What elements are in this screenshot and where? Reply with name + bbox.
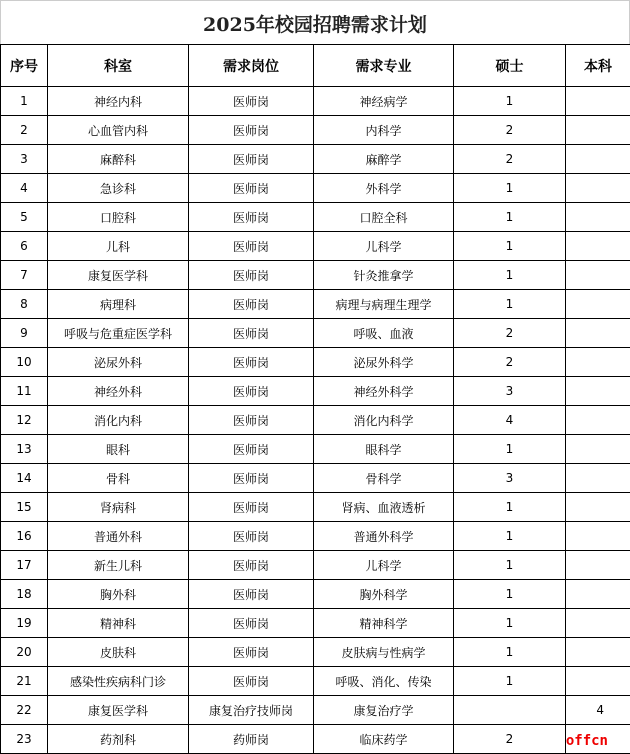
cell-index: 15 <box>1 493 48 522</box>
cell-position: 医师岗 <box>189 87 314 116</box>
cell-position: 医师岗 <box>189 145 314 174</box>
table-row <box>1 232 630 261</box>
page-title: 2025年校园招聘需求计划 <box>0 0 630 45</box>
cell-major: 骨科学 <box>314 464 454 493</box>
cell-master: 1 <box>454 609 566 638</box>
cell-major: 呼吸、消化、传染 <box>314 667 454 696</box>
cell-position: 医师岗 <box>189 290 314 319</box>
cell-major: 消化内科学 <box>314 406 454 435</box>
cell-major: 神经病学 <box>314 87 454 116</box>
cell-position: 医师岗 <box>189 435 314 464</box>
cell-bachelor <box>566 261 630 290</box>
table-row <box>1 551 630 580</box>
cell-index: 19 <box>1 609 48 638</box>
cell-index: 9 <box>1 319 48 348</box>
table-row <box>1 261 630 290</box>
cell-master: 4 <box>454 406 566 435</box>
cell-major: 泌尿外科学 <box>314 348 454 377</box>
cell-index: 17 <box>1 551 48 580</box>
cell-major: 病理与病理生理学 <box>314 290 454 319</box>
cell-major: 针灸推拿学 <box>314 261 454 290</box>
cell-bachelor <box>566 522 630 551</box>
header-bachelor: 本科 <box>566 45 630 87</box>
cell-master: 3 <box>454 377 566 406</box>
cell-bachelor <box>566 638 630 667</box>
cell-position: 医师岗 <box>189 609 314 638</box>
cell-position: 医师岗 <box>189 406 314 435</box>
cell-index: 13 <box>1 435 48 464</box>
cell-major: 胸外科学 <box>314 580 454 609</box>
cell-position: 医师岗 <box>189 522 314 551</box>
cell-bachelor <box>566 319 630 348</box>
cell-bachelor <box>566 87 630 116</box>
cell-master: 1 <box>454 667 566 696</box>
cell-position: 医师岗 <box>189 464 314 493</box>
cell-index: 14 <box>1 464 48 493</box>
cell-index: 23 <box>1 725 48 754</box>
cell-master: 2 <box>454 116 566 145</box>
cell-index: 12 <box>1 406 48 435</box>
cell-index: 1 <box>1 87 48 116</box>
table-row <box>1 319 630 348</box>
cell-position: 医师岗 <box>189 174 314 203</box>
cell-master: 1 <box>454 87 566 116</box>
cell-bachelor <box>566 464 630 493</box>
table-row <box>1 87 630 116</box>
header-index: 序号 <box>1 45 48 87</box>
table-row <box>1 638 630 667</box>
recruitment-table <box>0 44 630 754</box>
table-row <box>1 290 630 319</box>
cell-department: 普通外科 <box>48 522 189 551</box>
cell-index: 21 <box>1 667 48 696</box>
cell-department: 急诊科 <box>48 174 189 203</box>
cell-department: 神经内科 <box>48 87 189 116</box>
cell-department: 儿科 <box>48 232 189 261</box>
cell-index: 3 <box>1 145 48 174</box>
cell-master: 1 <box>454 261 566 290</box>
cell-department: 康复医学科 <box>48 261 189 290</box>
cell-index: 16 <box>1 522 48 551</box>
header-master: 硕士 <box>454 45 566 87</box>
table-row <box>1 464 630 493</box>
cell-department: 新生儿科 <box>48 551 189 580</box>
cell-bachelor <box>566 232 630 261</box>
cell-bachelor <box>566 580 630 609</box>
cell-department: 感染性疾病科门诊 <box>48 667 189 696</box>
cell-major: 普通外科学 <box>314 522 454 551</box>
cell-master: 1 <box>454 435 566 464</box>
table-row <box>1 580 630 609</box>
cell-department: 消化内科 <box>48 406 189 435</box>
cell-master: 2 <box>454 145 566 174</box>
cell-position: 医师岗 <box>189 580 314 609</box>
cell-master: 1 <box>454 290 566 319</box>
cell-master: 2 <box>454 725 566 754</box>
cell-bachelor <box>566 406 630 435</box>
cell-major: 精神科学 <box>314 609 454 638</box>
cell-master: 2 <box>454 348 566 377</box>
cell-position: 医师岗 <box>189 203 314 232</box>
cell-department: 神经外科 <box>48 377 189 406</box>
table-row <box>1 203 630 232</box>
cell-position: 医师岗 <box>189 116 314 145</box>
cell-department: 精神科 <box>48 609 189 638</box>
header-department: 科室 <box>48 45 189 87</box>
cell-master: 2 <box>454 319 566 348</box>
cell-major: 康复治疗学 <box>314 696 454 725</box>
cell-major: 口腔全科 <box>314 203 454 232</box>
watermark: offcn <box>566 733 608 749</box>
cell-bachelor <box>566 348 630 377</box>
cell-major: 儿科学 <box>314 551 454 580</box>
table-row <box>1 609 630 638</box>
table-row <box>1 145 630 174</box>
cell-bachelor <box>566 290 630 319</box>
table-row <box>1 493 630 522</box>
cell-department: 呼吸与危重症医学科 <box>48 319 189 348</box>
header-position: 需求岗位 <box>189 45 314 87</box>
cell-major: 临床药学 <box>314 725 454 754</box>
cell-master: 1 <box>454 638 566 667</box>
cell-position: 医师岗 <box>189 493 314 522</box>
cell-department: 眼科 <box>48 435 189 464</box>
table-row <box>1 174 630 203</box>
cell-master: 1 <box>454 493 566 522</box>
header-row <box>1 45 630 87</box>
cell-bachelor <box>566 667 630 696</box>
table-row <box>1 725 630 754</box>
cell-major: 外科学 <box>314 174 454 203</box>
cell-major: 内科学 <box>314 116 454 145</box>
cell-department: 心血管内科 <box>48 116 189 145</box>
cell-major: 皮肤病与性病学 <box>314 638 454 667</box>
cell-bachelor <box>566 377 630 406</box>
cell-department: 康复医学科 <box>48 696 189 725</box>
cell-position: 医师岗 <box>189 667 314 696</box>
table-row <box>1 667 630 696</box>
cell-bachelor <box>566 174 630 203</box>
cell-position: 医师岗 <box>189 232 314 261</box>
cell-index: 22 <box>1 696 48 725</box>
cell-master: 1 <box>454 174 566 203</box>
cell-index: 11 <box>1 377 48 406</box>
cell-index: 2 <box>1 116 48 145</box>
cell-position: 医师岗 <box>189 377 314 406</box>
cell-master <box>454 696 566 725</box>
cell-department: 胸外科 <box>48 580 189 609</box>
cell-position: 药师岗 <box>189 725 314 754</box>
cell-index: 6 <box>1 232 48 261</box>
cell-major: 肾病、血液透析 <box>314 493 454 522</box>
cell-bachelor <box>566 435 630 464</box>
cell-department: 肾病科 <box>48 493 189 522</box>
cell-master: 1 <box>454 551 566 580</box>
cell-position: 医师岗 <box>189 348 314 377</box>
cell-department: 骨科 <box>48 464 189 493</box>
cell-bachelor: 4 <box>566 696 630 725</box>
cell-major: 儿科学 <box>314 232 454 261</box>
table-row <box>1 406 630 435</box>
table-row <box>1 348 630 377</box>
cell-bachelor <box>566 145 630 174</box>
table-row <box>1 116 630 145</box>
table-row <box>1 522 630 551</box>
cell-major: 呼吸、血液 <box>314 319 454 348</box>
header-major: 需求专业 <box>314 45 454 87</box>
cell-index: 5 <box>1 203 48 232</box>
cell-bachelor <box>566 551 630 580</box>
cell-master: 1 <box>454 522 566 551</box>
cell-department: 皮肤科 <box>48 638 189 667</box>
cell-position: 医师岗 <box>189 551 314 580</box>
cell-bachelor <box>566 493 630 522</box>
cell-position: 医师岗 <box>189 261 314 290</box>
cell-department: 麻醉科 <box>48 145 189 174</box>
cell-major: 神经外科学 <box>314 377 454 406</box>
cell-department: 药剂科 <box>48 725 189 754</box>
cell-department: 泌尿外科 <box>48 348 189 377</box>
cell-bachelor <box>566 203 630 232</box>
table-row <box>1 377 630 406</box>
cell-master: 1 <box>454 580 566 609</box>
cell-bachelor <box>566 116 630 145</box>
cell-index: 7 <box>1 261 48 290</box>
cell-master: 1 <box>454 232 566 261</box>
cell-index: 4 <box>1 174 48 203</box>
cell-position: 医师岗 <box>189 638 314 667</box>
cell-position: 康复治疗技师岗 <box>189 696 314 725</box>
table-row <box>1 435 630 464</box>
cell-master: 1 <box>454 203 566 232</box>
cell-index: 10 <box>1 348 48 377</box>
cell-master: 3 <box>454 464 566 493</box>
table-row <box>1 696 630 725</box>
cell-major: 麻醉学 <box>314 145 454 174</box>
cell-position: 医师岗 <box>189 319 314 348</box>
cell-index: 20 <box>1 638 48 667</box>
cell-index: 8 <box>1 290 48 319</box>
cell-department: 口腔科 <box>48 203 189 232</box>
cell-major: 眼科学 <box>314 435 454 464</box>
cell-bachelor <box>566 609 630 638</box>
cell-department: 病理科 <box>48 290 189 319</box>
cell-index: 18 <box>1 580 48 609</box>
